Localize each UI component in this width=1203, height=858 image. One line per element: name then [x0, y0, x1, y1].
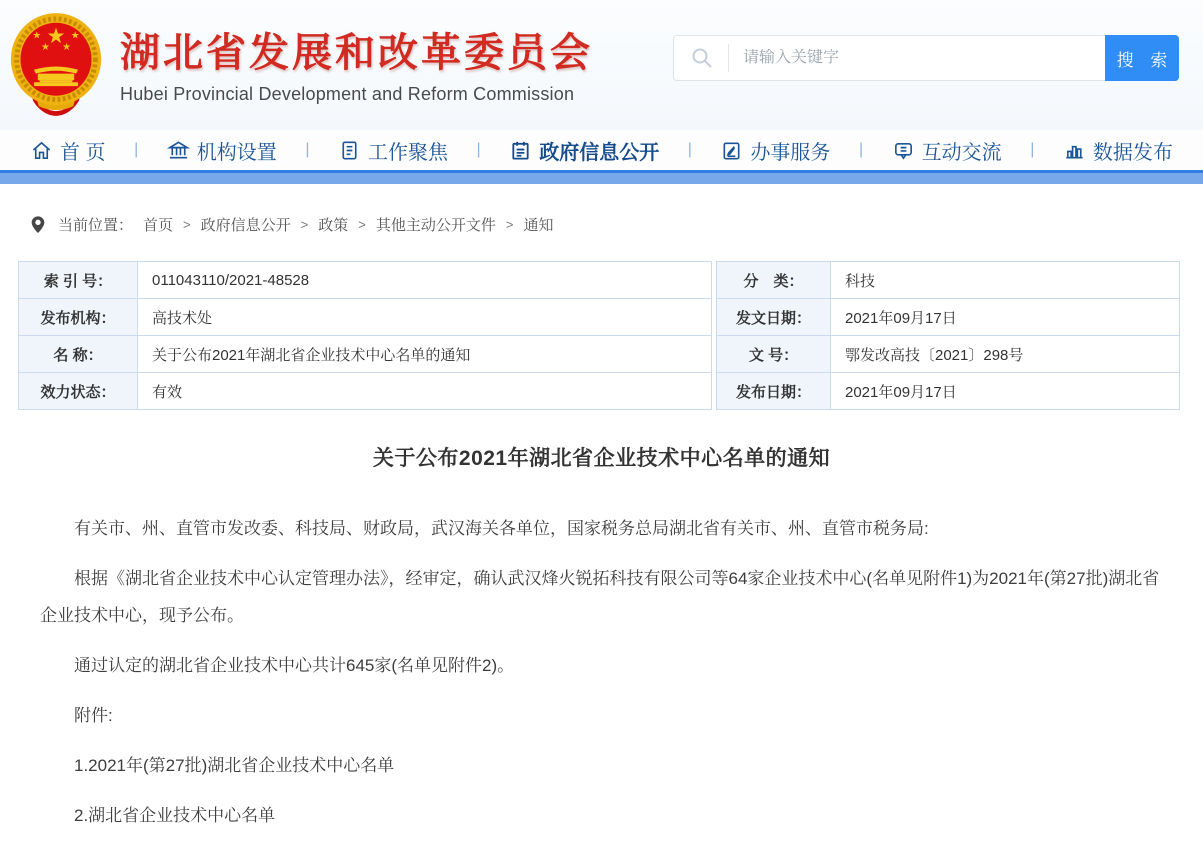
nav-item-data[interactable]: [1063, 136, 1173, 165]
nav-label: 办事服务: [750, 141, 831, 164]
breadcrumb-item-other-docs[interactable]: 其他主动公开文件: [375, 217, 496, 234]
breadcrumb-item-home[interactable]: 首页: [143, 217, 174, 234]
search-bar: [673, 35, 1179, 81]
field-value: 2021年09月17日: [831, 299, 1180, 336]
nav-label: 首 页: [60, 141, 106, 164]
search-button[interactable]: 搜 索: [1105, 35, 1179, 81]
nav-label: 数据发布: [1092, 141, 1173, 164]
nav-item-services[interactable]: [720, 136, 830, 165]
doc-info-table-left: [18, 261, 712, 410]
article-title: 关于公布2021年湖北省企业技术中心名单的通知: [372, 447, 831, 470]
field-label: 发文日期：: [717, 299, 831, 336]
national-emblem-logo: [8, 9, 104, 121]
article-paragraph: 附件:: [74, 706, 113, 725]
nav-separator: |: [134, 141, 139, 158]
nav-separator: |: [476, 141, 481, 158]
field-value: 有效: [138, 373, 712, 410]
breadcrumb-separator: >: [183, 217, 191, 232]
field-label: 文 号：: [717, 336, 831, 373]
attachment-link-1[interactable]: 1.2021年(第27批)湖北省企业技术中心名单: [74, 756, 395, 775]
table-row: [19, 373, 712, 410]
site-subtitle: Hubei Provincial Development and Reform Commission: [120, 83, 575, 104]
table-row: [19, 299, 712, 336]
nav-label: 机构设置: [196, 141, 277, 164]
article-paragraph: 根据《湖北省企业技术中心认定管理办法》，经审定，确认武汉烽火锐拓科技有限公司等64家企业技术中心(名单见附件1)为2021年(第27批)湖北省企业技术中心，现予公布。: [40, 569, 1160, 625]
breadcrumb-separator: >: [300, 217, 309, 232]
search-input[interactable]: [743, 49, 1105, 67]
attachment-link-2[interactable]: 2.湖北省企业技术中心名单: [74, 806, 276, 825]
breadcrumb-item-gov-info[interactable]: 政府信息公开: [200, 217, 291, 234]
breadcrumb-item-policy[interactable]: 政策: [318, 217, 349, 234]
nav-label: 政府信息公开: [539, 141, 660, 164]
nav-item-gov-info[interactable]: [509, 136, 659, 165]
article-paragraph: 有关市、州、直管市发改委、科技局、财政局，武汉海关各单位，国家税务总局湖北省有关市、州、直管市税务局:: [74, 519, 929, 538]
nav-item-home[interactable]: [30, 136, 106, 165]
doc-info-table-right: [716, 261, 1180, 410]
doc-info-panel: [18, 261, 1185, 410]
breadcrumb-label: 当前位置：: [58, 217, 134, 234]
article-body: [0, 472, 1203, 834]
nav-label: 互动交流: [921, 141, 1002, 164]
location-pin-icon: [30, 215, 46, 235]
nav-separator: |: [687, 141, 692, 158]
field-label: 效力状态：: [19, 373, 138, 410]
table-row: [19, 336, 712, 373]
breadcrumb-separator: >: [505, 217, 514, 232]
site-header: [0, 0, 1203, 130]
breadcrumb-item-notice[interactable]: 通知: [523, 217, 554, 234]
nav-underline-bar: [0, 170, 1203, 184]
service-icon: [720, 139, 743, 162]
institution-icon: [167, 139, 190, 162]
chat-icon: [892, 139, 915, 162]
site-title: 湖北省发展和改革委员会: [120, 30, 593, 75]
table-row: [717, 373, 1180, 410]
nav-item-work[interactable]: [338, 136, 448, 165]
breadcrumb: [30, 214, 1203, 235]
field-value: 鄂发改高技〔2021〕298号: [831, 336, 1180, 373]
table-row: [717, 336, 1180, 373]
nav-separator: |: [858, 141, 864, 158]
nav-item-interaction[interactable]: [892, 136, 1002, 165]
field-label: 索 引 号：: [19, 262, 138, 299]
field-value: 高技术处: [138, 299, 712, 336]
article-paragraph: 通过认定的湖北省企业技术中心共计645家(名单见附件2)。: [74, 656, 515, 675]
search-divider: [728, 44, 729, 72]
field-value: 011043110/2021-48528: [138, 262, 712, 299]
home-icon: [30, 139, 53, 162]
field-label: 发布日期：: [717, 373, 831, 410]
field-value: 科技: [831, 262, 1180, 299]
table-row: [19, 262, 712, 299]
nav-separator: |: [305, 141, 310, 158]
document-icon: [338, 139, 361, 162]
info-disclosure-icon: [509, 139, 532, 162]
nav-item-org[interactable]: [167, 136, 277, 165]
nav-separator: |: [1030, 141, 1035, 158]
main-nav: [0, 130, 1203, 170]
search-icon: [674, 46, 728, 70]
table-row: [717, 299, 1180, 336]
field-label: 分 类：: [717, 262, 831, 299]
field-value: 2021年09月17日: [831, 373, 1180, 410]
bar-chart-icon: [1063, 139, 1086, 162]
field-value: 关于公布2021年湖北省企业技术中心名单的通知: [138, 336, 712, 373]
table-row: [717, 262, 1180, 299]
field-label: 名 称：: [19, 336, 138, 373]
nav-label: 工作聚焦: [368, 141, 448, 164]
field-label: 发布机构：: [19, 299, 138, 336]
breadcrumb-separator: >: [358, 217, 366, 232]
